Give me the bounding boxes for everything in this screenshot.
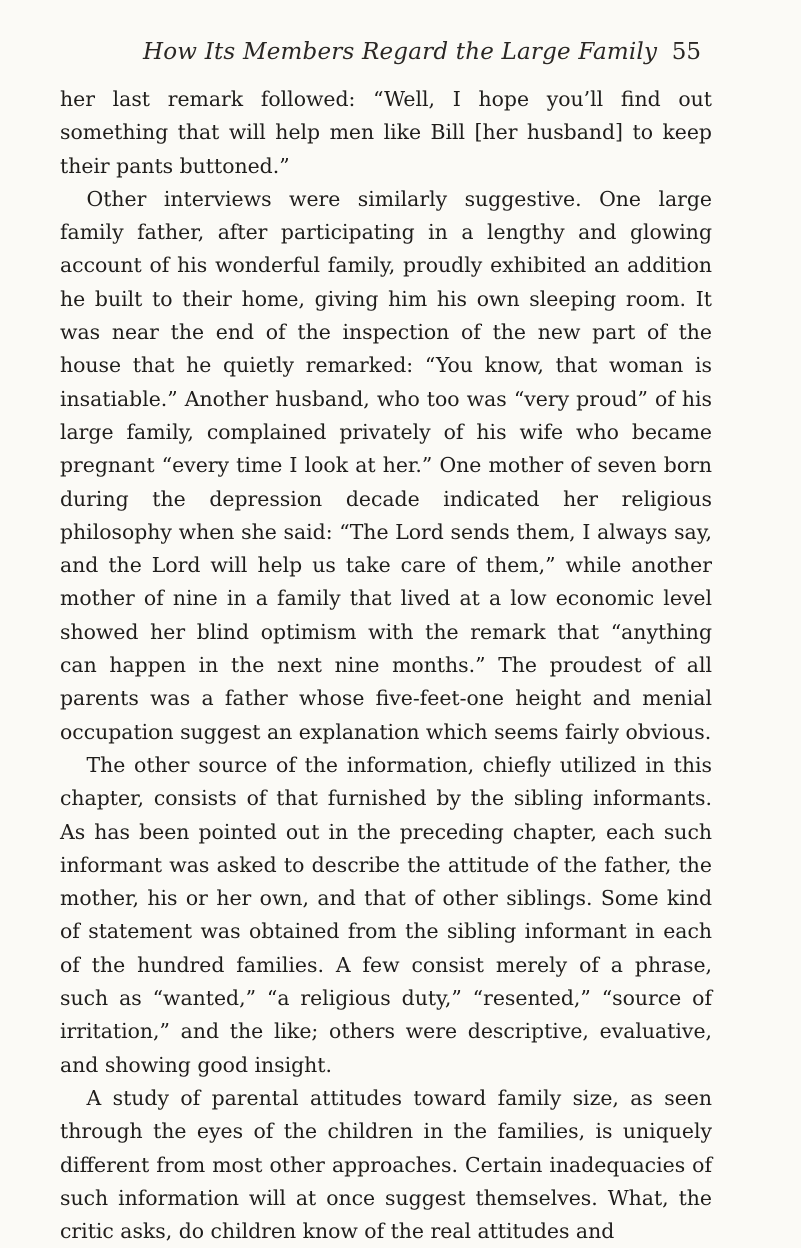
paragraph-sibling-informants: The other source of the information, chiefly utilized in this chapter, consists of that furnished by the sibling informants. As has been pointed out in the preceding chapter, each such informant was asked to describe the attitude of the father, the mother, his or her own, and that of other siblings. Some kind of statement was obtained from the sibling informant in each of the hundred families. A few consist merely of a phrase, such as “wanted,” “a religious duty,” “resented,” “source of irritation,” and the like; others were descriptive, evaluative, and showing good insight. bbox=[60, 752, 712, 1077]
running-title: How Its Members Regard the Large Family bbox=[143, 39, 658, 65]
body-text bbox=[60, 83, 712, 1248]
paragraph-parental-attitudes: A study of parental attitudes toward family size, as seen through the eyes of the children in the families, is uniquely different from most other approaches. Certain inadequacies of such information will at once suggest themselves. What, the critic asks, do children know of the real attitudes and bbox=[60, 1085, 712, 1244]
running-head bbox=[115, 39, 701, 75]
page-number: 55 bbox=[671, 39, 701, 65]
paragraph-interviews: Other interviews were similarly suggestive. One large family father, after participating in a lengthy and glowing account of his wonderful family, proudly exhibited an addition he built to their home, giving him his own sleeping room. It was near the end of the inspection of the new part of the house that he quietly remarked: “You know, that woman is insatiable.” Another husband, who too was “very proud” of his large family, complained privately of his wife who became pregnant “every time I look at her.” One mother of seven born during the depression decade indicated her religious philosophy when she said: “The Lord sends them, I always say, and the Lord will help us take care of them,” while another mother of nine in a family that lived at a low economic level showed her blind optimism with the remark that “anything can happen in the next nine months.” The proudest of all parents was a father whose five-feet-one height and menial occupation suggest an explanation which seems fairly obvious. bbox=[60, 186, 712, 744]
paragraph-continued: her last remark followed: “Well, I hope you’ll find out something that will help men like Bill [her husband] to keep their pants buttoned.” bbox=[60, 87, 712, 178]
